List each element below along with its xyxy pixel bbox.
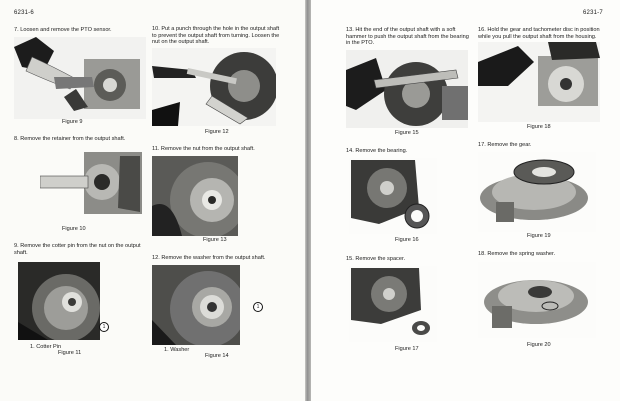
- step-9-text: 9. Remove the cotter pin from the nut on the output shaft.: [14, 243, 141, 256]
- step-10-text: 10. Put a punch through the hole in the output shaft to prevent the output shaft from turning. Loosen the nut on the output shaft.: [152, 26, 280, 46]
- step-16-text: 16. Hold the gear and tachometer disc in position while you pull the output shaft from the housing.: [478, 27, 600, 40]
- figure-11-caption: Figure 11: [58, 350, 82, 356]
- callout-1-cotter-pin: 1: [99, 322, 109, 332]
- figure-13-photo: [152, 156, 238, 236]
- figure-17-caption: Figure 17: [395, 346, 419, 352]
- figure-19-photo: [478, 152, 596, 232]
- figure-12-caption: Figure 12: [205, 129, 229, 135]
- figure-16-photo: [349, 158, 437, 234]
- right-page: [311, 0, 620, 401]
- left-page: [0, 0, 305, 401]
- figure-10-caption: Figure 10: [62, 226, 86, 232]
- step-15-text: 15. Remove the spacer.: [346, 256, 406, 262]
- figure-15-caption: Figure 15: [395, 130, 419, 136]
- figure-14-photo: [152, 265, 240, 345]
- figure-14-legend: 1. Washer: [164, 347, 190, 353]
- figure-9-photo: [14, 37, 146, 119]
- figure-12-photo: [152, 48, 276, 126]
- figure-17-photo: [349, 266, 437, 342]
- figure-19-caption: Figure 19: [527, 233, 551, 239]
- figure-14-caption: Figure 14: [205, 353, 229, 359]
- step-11-text: 11. Remove the nut from the output shaft.: [152, 146, 255, 152]
- callout-1-washer: 1: [253, 302, 263, 312]
- figure-11-legend: 1. Cotter Pin: [30, 344, 62, 350]
- figure-20-photo: [478, 262, 596, 338]
- figure-13-caption: Figure 13: [203, 237, 227, 243]
- step-7-text: 7. Loosen and remove the PTO sensor.: [14, 27, 112, 33]
- page-number-right: 6231-7: [583, 10, 603, 16]
- figure-10-photo: [40, 146, 144, 220]
- figure-11-photo: [18, 262, 100, 340]
- step-12-text: 12. Remove the washer from the output shaft.: [152, 255, 266, 261]
- step-18-text: 18. Remove the spring washer.: [478, 251, 556, 257]
- figure-15-photo: [346, 50, 468, 128]
- figure-18-caption: Figure 18: [527, 124, 551, 130]
- figure-20-caption: Figure 20: [527, 342, 551, 348]
- figure-16-caption: Figure 16: [395, 237, 419, 243]
- page-number-left: 6231-6: [14, 10, 34, 16]
- step-17-text: 17. Remove the gear.: [478, 142, 532, 148]
- step-13-text: 13. Hit the end of the output shaft with a soft hammer to push the output shaft from the bearing in the PTO.: [346, 27, 469, 47]
- figure-18-photo: [478, 42, 600, 122]
- step-8-text: 8. Remove the retainer from the output shaft.: [14, 136, 126, 142]
- figure-9-caption: Figure 9: [62, 119, 83, 125]
- step-14-text: 14. Remove the bearing.: [346, 148, 408, 154]
